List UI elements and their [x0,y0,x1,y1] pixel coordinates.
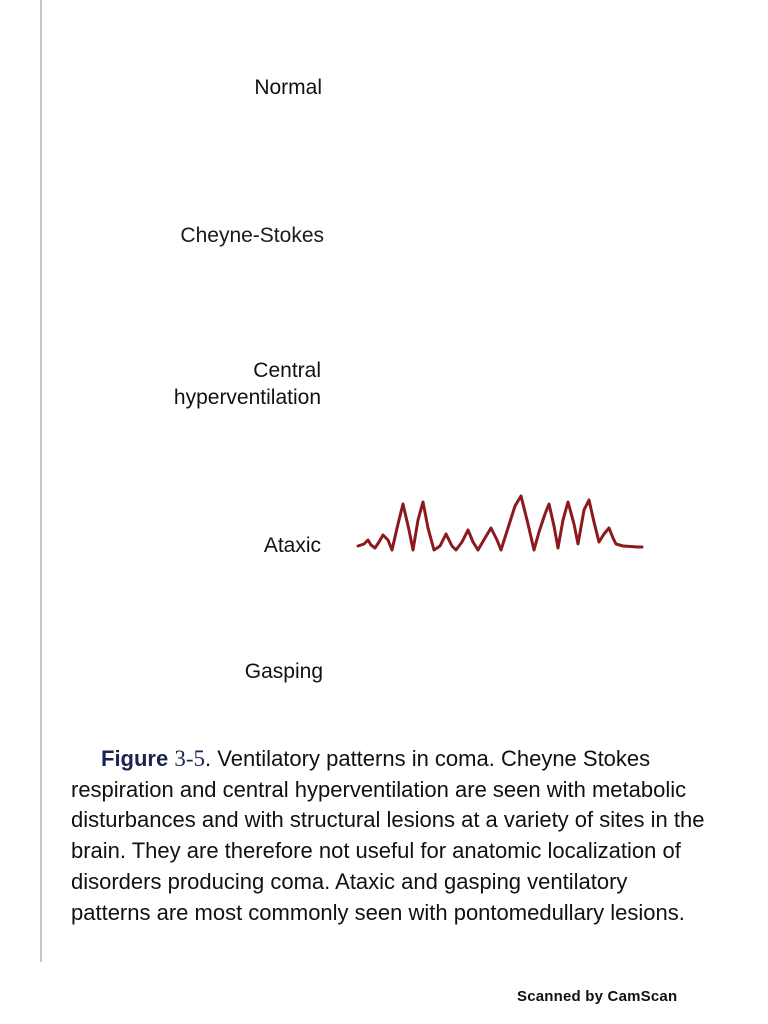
label-central-hyperventilation [21,357,321,411]
page-left-edge [40,0,42,962]
ataxic-trace-line [358,496,642,550]
ataxic-breathing-trace [352,490,652,560]
label-normal: Normal [254,76,322,99]
caption-text: . Ventilatory patterns in coma. Cheyne Stokes respiration and central hyperventilation are seen with metabolic disturbances and with structural lesions at a variety of sites in the brain. They are therefore not useful for anatomic localization of disorders producing coma. Ataxic and gasping ventilatory patterns are most commonly seen with pontomedullary lesions. [71,746,705,925]
label-cheyne-stokes: Cheyne-Stokes [180,224,324,247]
label-central-line2: hyperventilation [173,386,321,409]
label-ataxic: Ataxic [263,534,321,557]
figure-label: Figure [101,746,169,771]
label-central-line1: Central [253,359,321,382]
figure-caption [71,744,711,928]
label-gasping: Gasping [244,660,323,683]
scanner-watermark: Scanned by CamScan [517,988,678,1005]
figure-number: 3-5 [174,746,206,771]
